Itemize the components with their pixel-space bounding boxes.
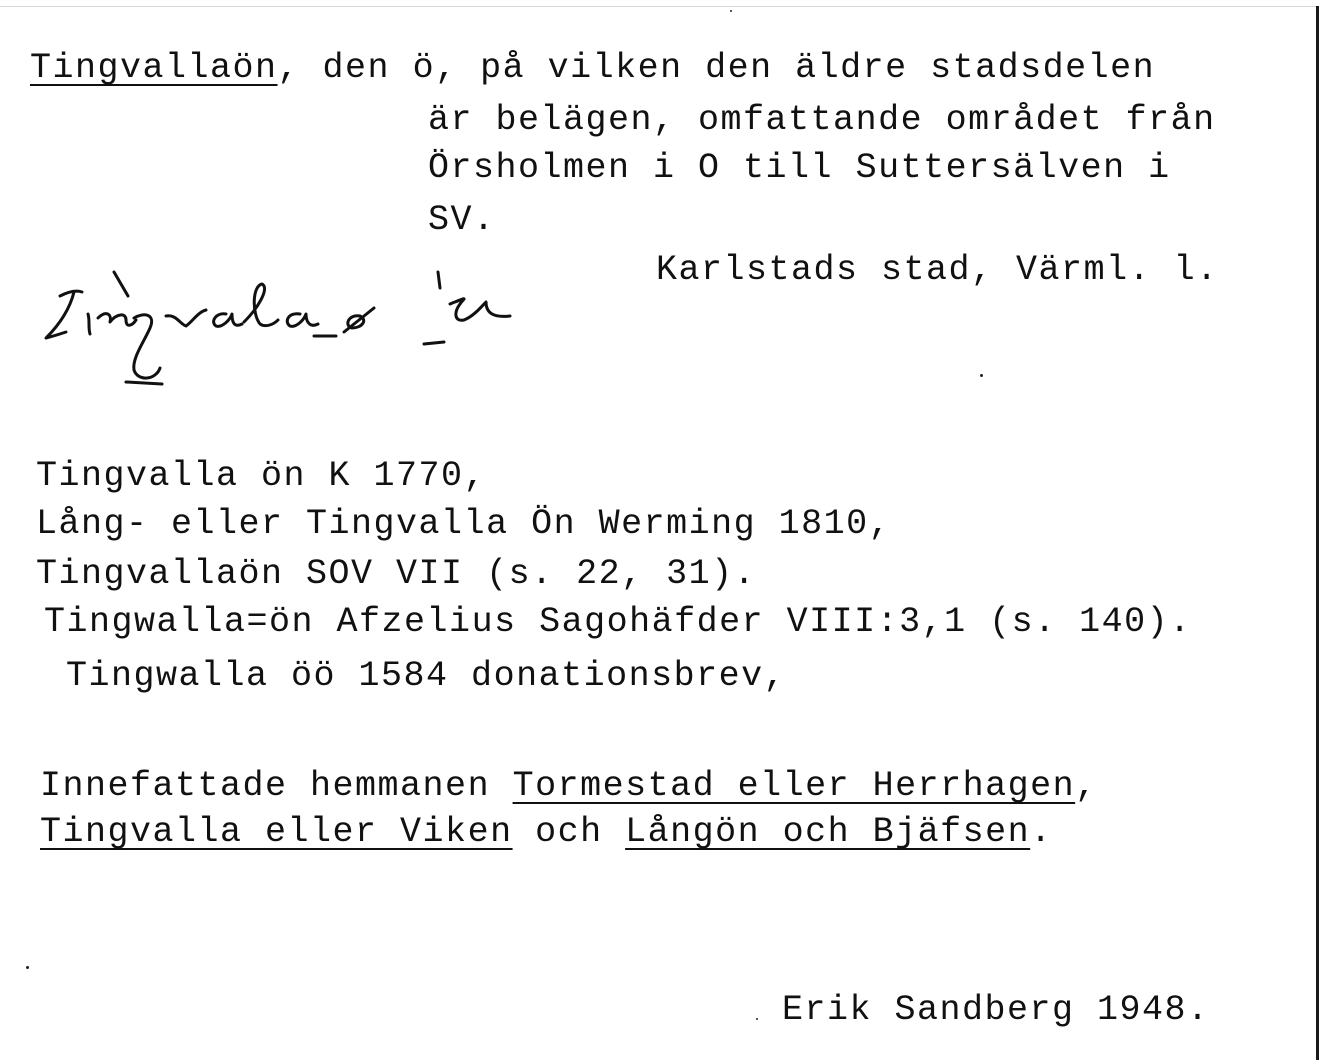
entry-line-1-rest: , den ö, på vilken den äldre stadsdelen [277, 48, 1156, 88]
entry-line-3: Örsholmen i O till Suttersälven i [428, 148, 1171, 188]
source-line-1: Tingvalla ön K 1770, [36, 456, 487, 496]
farms-line-1 [40, 766, 1098, 806]
handwritten-pronunciation [30, 262, 530, 392]
farm-name-2: Tingvalla eller Viken [40, 812, 513, 852]
headword: Tingvallaön [30, 48, 278, 88]
farms-separator-2: och [512, 812, 626, 852]
entry-line-2: är belägen, omfattande området från [428, 100, 1216, 140]
location: Karlstads stad, Värml. l. [656, 250, 1219, 290]
farms-line-2 [40, 812, 1053, 852]
signature: Erik Sandberg 1948. [782, 990, 1210, 1030]
farms-end: . [1030, 812, 1053, 852]
card-right-edge [1316, 6, 1319, 1060]
source-line-5: Tingwalla öö 1584 donationsbrev, [66, 656, 787, 696]
card-top-edge [0, 6, 1318, 7]
scan-speck [980, 374, 983, 377]
farm-name-3: Långön och Bjäfsen [625, 812, 1031, 852]
scan-speck [756, 1018, 758, 1020]
farms-prefix: Innefattade hemmanen [40, 766, 513, 806]
entry-line-4: SV. [428, 200, 496, 240]
source-line-3: Tingvallaön SOV VII (s. 22, 31). [36, 554, 757, 594]
farm-name-1: Tormestad eller Herrhagen [512, 766, 1076, 806]
source-line-2: Lång- eller Tingvalla Ön Werming 1810, [36, 504, 892, 544]
source-line-4: Tingwalla=ön Afzelius Sagohäfder VIII:3,1 (s. 140). [44, 602, 1192, 642]
scan-speck [730, 10, 732, 12]
scan-speck [26, 966, 29, 969]
farms-separator-1: , [1075, 766, 1098, 806]
entry-line-1 [30, 48, 1155, 88]
